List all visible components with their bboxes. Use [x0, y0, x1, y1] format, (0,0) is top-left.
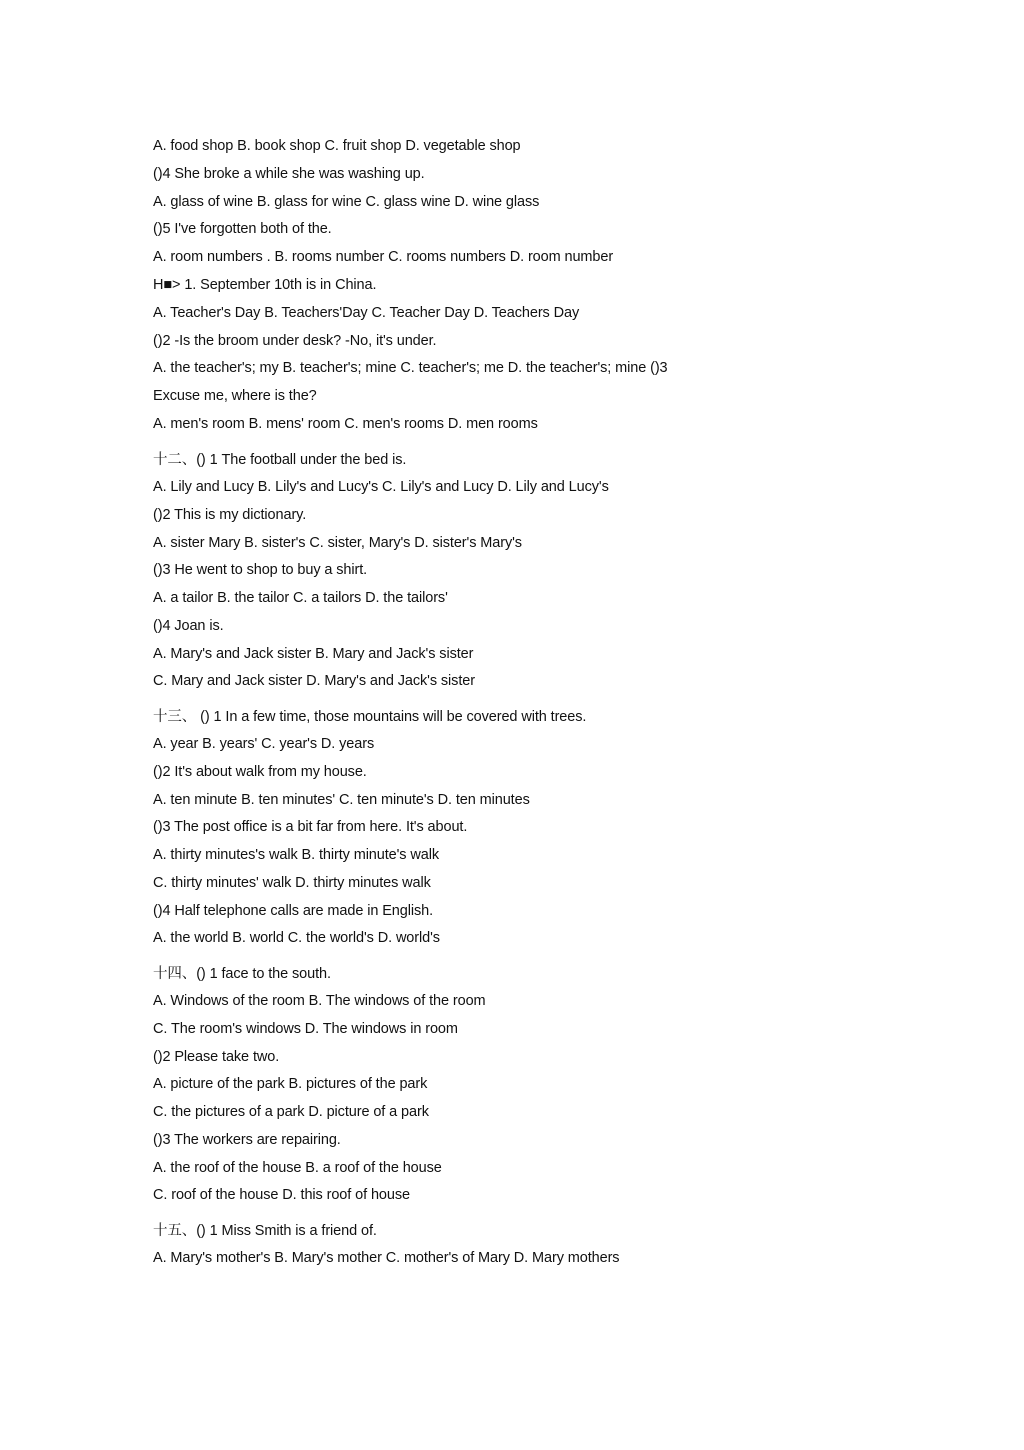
- text-line: A. a tailor B. the tailor C. a tailors D. the tailors': [153, 590, 448, 606]
- text-line: A. men's room B. mens' room C. men's rooms D. men rooms: [153, 416, 538, 432]
- text-line: C. the pictures of a park D. picture of a park: [153, 1104, 429, 1120]
- text-line: ()4 Joan is.: [153, 618, 224, 634]
- text-line: ()3 The workers are repairing.: [153, 1132, 341, 1148]
- text-line: A. picture of the park B. pictures of the park: [153, 1076, 428, 1092]
- text-line: H■> 1. September 10th is in China.: [153, 277, 377, 293]
- text-line: A. year B. years' C. year's D. years: [153, 736, 375, 752]
- text-line: A. glass of wine B. glass for wine C. glass wine D. wine glass: [153, 194, 540, 210]
- text-line: A. thirty minutes's walk B. thirty minute's walk: [153, 847, 439, 863]
- text-line: C. roof of the house D. this roof of house: [153, 1187, 410, 1203]
- section-heading: 十五、() 1 Miss Smith is a friend of.: [153, 1223, 377, 1239]
- text-line: C. The room's windows D. The windows in room: [153, 1021, 458, 1037]
- text-line: A. the roof of the house B. a roof of the house: [153, 1160, 442, 1176]
- section-heading: 十三、 () 1 In a few time, those mountains will be covered with trees.: [153, 709, 587, 725]
- text-line: Excuse me, where is the?: [153, 388, 317, 404]
- text-line: A. sister Mary B. sister's C. sister, Mary's D. sister's Mary's: [153, 535, 522, 551]
- section-heading: 十二、() 1 The football under the bed is.: [153, 452, 407, 468]
- text-line: A. the world B. world C. the world's D. world's: [153, 930, 440, 946]
- text-line: A. Mary's mother's B. Mary's mother C. mother's of Mary D. Mary mothers: [153, 1250, 620, 1266]
- text-line: ()5 I've forgotten both of the.: [153, 221, 332, 237]
- text-line: C. thirty minutes' walk D. thirty minutes walk: [153, 875, 431, 891]
- text-line: ()3 The post office is a bit far from here. It's about.: [153, 819, 468, 835]
- text-line: ()2 It's about walk from my house.: [153, 764, 367, 780]
- section-heading: 十四、() 1 face to the south.: [153, 966, 331, 982]
- text-line: ()4 Half telephone calls are made in English.: [153, 903, 434, 919]
- text-line: A. ten minute B. ten minutes' C. ten minute's D. ten minutes: [153, 792, 530, 808]
- text-line: ()4 She broke a while she was washing up.: [153, 166, 425, 182]
- text-line: A. room numbers . B. rooms number C. rooms numbers D. room number: [153, 249, 614, 265]
- text-line: A. Mary's and Jack sister B. Mary and Jack's sister: [153, 646, 474, 662]
- text-line: A. Lily and Lucy B. Lily's and Lucy's C. Lily's and Lucy D. Lily and Lucy's: [153, 479, 609, 495]
- text-line: ()2 -Is the broom under desk? -No, it's under.: [153, 333, 437, 349]
- text-line: ()2 This is my dictionary.: [153, 507, 307, 523]
- text-line: C. Mary and Jack sister D. Mary's and Jack's sister: [153, 673, 475, 689]
- text-line: A. Windows of the room B. The windows of the room: [153, 993, 486, 1009]
- text-line: A. Teacher's Day B. Teachers'Day C. Teacher Day D. Teachers Day: [153, 305, 580, 321]
- text-line: ()2 Please take two.: [153, 1049, 280, 1065]
- text-line: ()3 He went to shop to buy a shirt.: [153, 562, 368, 578]
- text-line: A. the teacher's; my B. teacher's; mine C. teacher's; me D. the teacher's; mine ()3: [153, 360, 668, 376]
- text-line: A. food shop B. book shop C. fruit shop D. vegetable shop: [153, 138, 521, 154]
